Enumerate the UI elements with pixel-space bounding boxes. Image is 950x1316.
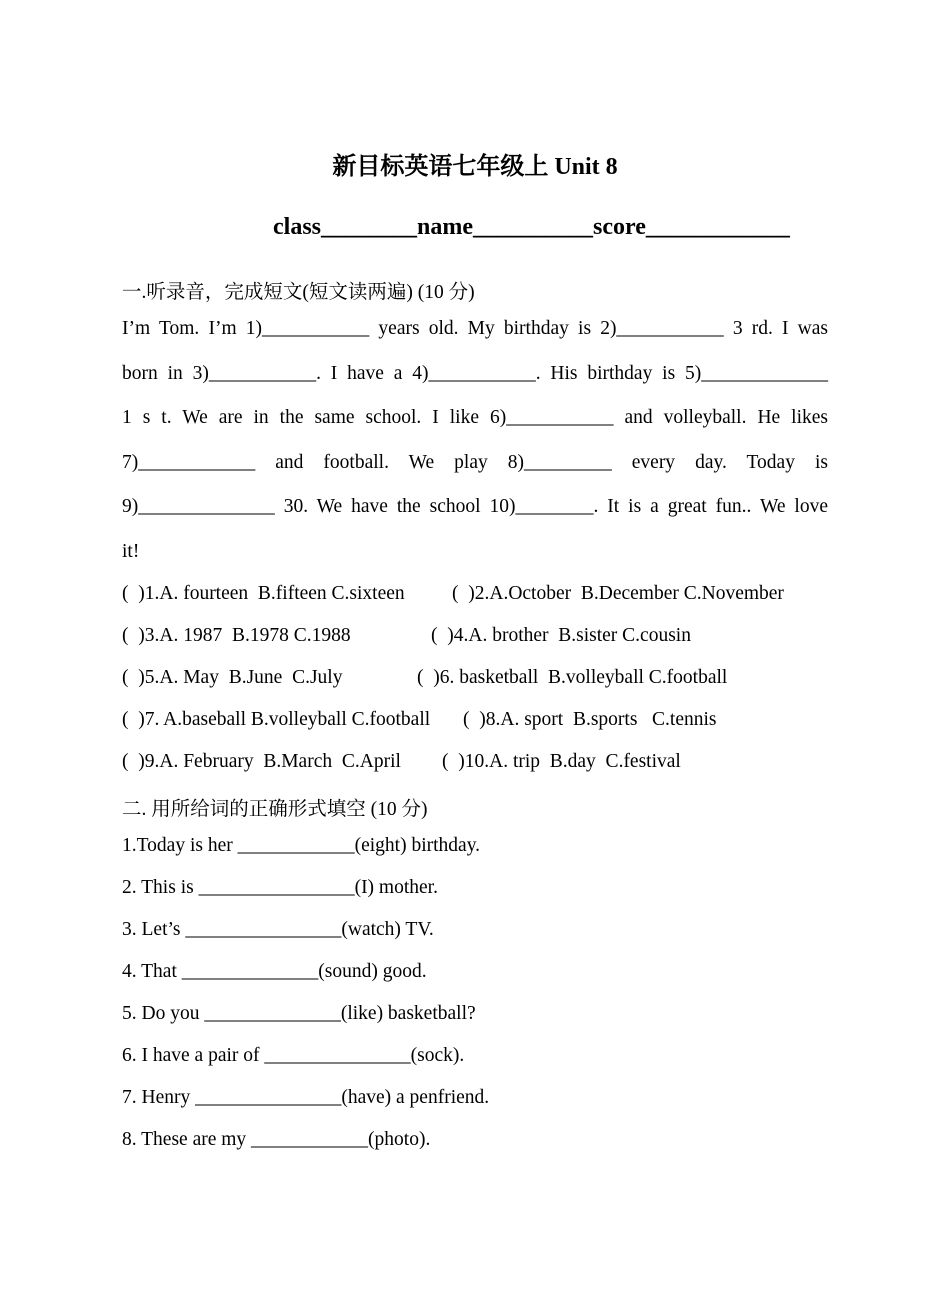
- exercise-item: 7. Henry _______________(have) a penfriend.: [122, 1087, 490, 1108]
- page-title: 新目标英语七年级上 Unit 8: [332, 154, 618, 180]
- option-item: ( )10.A. trip B.day C.festival: [442, 751, 681, 772]
- exercise-item: 8. These are my ____________(photo).: [122, 1129, 431, 1150]
- passage-line: 9)______________ 30. We have the school 10)________. It is a great fun.. We love: [122, 496, 828, 517]
- option-item: ( )9.A. February B.March C.April: [122, 751, 401, 772]
- student-info-line: class________name__________score____________: [273, 214, 790, 240]
- option-item: ( )7. A.baseball B.volleyball C.football: [122, 709, 431, 730]
- exercise-item: 6. I have a pair of _______________(sock).: [122, 1045, 465, 1066]
- passage-line: it!: [122, 541, 140, 562]
- option-item: ( )6. basketball B.volleyball C.football: [417, 667, 728, 688]
- option-item: ( )2.A.October B.December C.November: [452, 583, 784, 604]
- exercise-item: 1.Today is her ____________(eight) birthday.: [122, 835, 481, 856]
- exercise-item: 4. That ______________(sound) good.: [122, 961, 427, 982]
- option-item: ( )4.A. brother B.sister C.cousin: [431, 625, 691, 646]
- section-1-heading: 一.听录音，完成短文(短文读两遍) (10 分): [122, 282, 475, 303]
- passage-line: born in 3)___________. I have a 4)___________. His birthday is 5)_____________: [122, 363, 828, 384]
- option-item: ( )3.A. 1987 B.1978 C.1988: [122, 625, 351, 646]
- option-item: ( )8.A. sport B.sports C.tennis: [463, 709, 717, 730]
- exercise-item: 5. Do you ______________(like) basketball?: [122, 1003, 476, 1024]
- exercise-item: 2. This is ________________(I) mother.: [122, 877, 438, 898]
- exercise-item: 3. Let’s ________________(watch) TV.: [122, 919, 434, 940]
- passage-line: 1 s t. We are in the same school. I like 6)___________ and volleyball. He likes: [122, 407, 828, 428]
- section-2-heading: 二. 用所给词的正确形式填空 (10 分): [122, 799, 428, 820]
- passage-line: 7)____________ and football. We play 8)_________ every day. Today is: [122, 452, 828, 473]
- option-item: ( )5.A. May B.June C.July: [122, 667, 343, 688]
- passage-line: I’m Tom. I’m 1)___________ years old. My birthday is 2)___________ 3 rd. I was: [122, 318, 828, 339]
- option-item: ( )1.A. fourteen B.fifteen C.sixteen: [122, 583, 405, 604]
